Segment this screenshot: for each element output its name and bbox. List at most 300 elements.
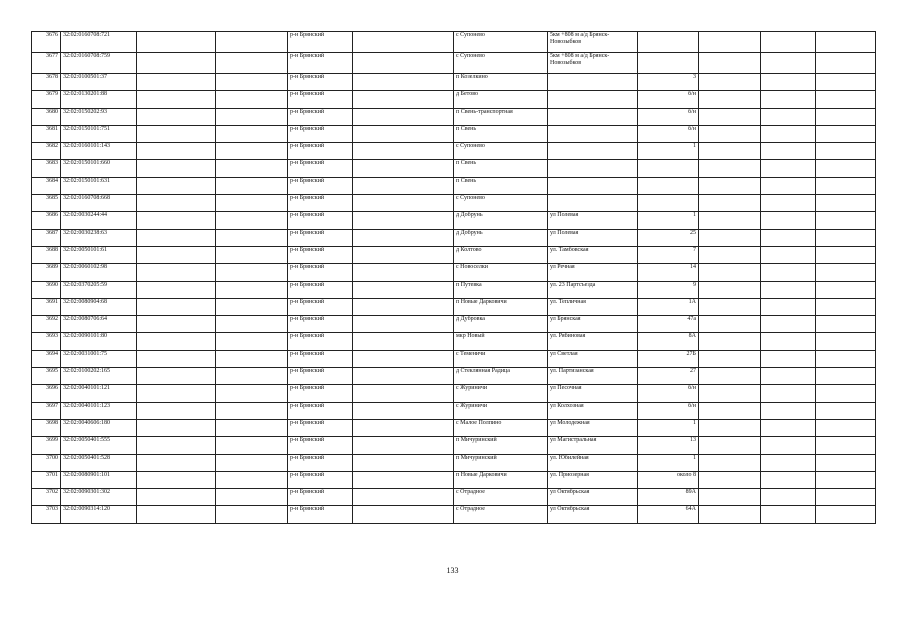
house-number-cell: 7 bbox=[638, 246, 699, 263]
empty-cell bbox=[216, 471, 288, 488]
empty-cell bbox=[353, 74, 454, 91]
empty-cell bbox=[353, 316, 454, 333]
empty-cell bbox=[353, 298, 454, 315]
empty-cell bbox=[761, 143, 816, 160]
empty-cell bbox=[137, 195, 216, 212]
street-cell: ул Полевая bbox=[548, 229, 638, 246]
row-number-cell: 3696 bbox=[32, 385, 61, 402]
row-number-cell: 3700 bbox=[32, 454, 61, 471]
empty-cell bbox=[137, 91, 216, 108]
empty-cell bbox=[353, 246, 454, 263]
empty-cell bbox=[761, 316, 816, 333]
house-number-cell: 13 bbox=[638, 437, 699, 454]
empty-cell bbox=[216, 246, 288, 263]
street-cell: ул Октябрьская bbox=[548, 506, 638, 523]
empty-cell bbox=[761, 108, 816, 125]
empty-cell bbox=[761, 333, 816, 350]
empty-cell bbox=[699, 143, 761, 160]
empty-cell bbox=[137, 143, 216, 160]
cadastral-number-cell: 32:02:0370205:59 bbox=[61, 281, 137, 298]
empty-cell bbox=[816, 177, 876, 194]
empty-cell bbox=[216, 437, 288, 454]
house-number-cell: б/н bbox=[638, 108, 699, 125]
locality-cell: с Супонево bbox=[454, 195, 548, 212]
house-number-cell bbox=[638, 32, 699, 53]
cadastral-number-cell: 32:02:0160708:721 bbox=[61, 32, 137, 53]
empty-cell bbox=[699, 281, 761, 298]
district-cell: р-н Брянский bbox=[288, 160, 353, 177]
empty-cell bbox=[699, 489, 761, 506]
district-cell: р-н Брянский bbox=[288, 489, 353, 506]
empty-cell bbox=[761, 160, 816, 177]
cadastral-number-cell: 32:02:0050101:61 bbox=[61, 246, 137, 263]
district-cell: р-н Брянский bbox=[288, 53, 353, 74]
cadastral-number-cell: 32:02:0160708:759 bbox=[61, 53, 137, 74]
row-number-cell: 3676 bbox=[32, 32, 61, 53]
street-cell: 5км +808 м а/д Брянск-Новозыбков bbox=[548, 32, 638, 53]
empty-cell bbox=[699, 246, 761, 263]
empty-cell bbox=[816, 298, 876, 315]
locality-cell: п Свень-транспортная bbox=[454, 108, 548, 125]
house-number-cell: 1 bbox=[638, 419, 699, 436]
locality-cell: п Мичуринский bbox=[454, 454, 548, 471]
house-number-cell: 1 bbox=[638, 454, 699, 471]
district-cell: р-н Брянский bbox=[288, 333, 353, 350]
cadastral-number-cell: 32:02:0100501:37 bbox=[61, 74, 137, 91]
locality-cell: с Малое Полпино bbox=[454, 419, 548, 436]
empty-cell bbox=[216, 229, 288, 246]
empty-cell bbox=[816, 402, 876, 419]
empty-cell bbox=[353, 419, 454, 436]
district-cell: р-н Брянский bbox=[288, 385, 353, 402]
table-row bbox=[32, 212, 876, 229]
empty-cell bbox=[699, 298, 761, 315]
empty-cell bbox=[816, 74, 876, 91]
empty-cell bbox=[816, 368, 876, 385]
street-cell bbox=[548, 143, 638, 160]
empty-cell bbox=[216, 108, 288, 125]
table-row bbox=[32, 333, 876, 350]
row-number-cell: 3684 bbox=[32, 177, 61, 194]
cadastral-number-cell: 32:02:0150101:660 bbox=[61, 160, 137, 177]
empty-cell bbox=[761, 419, 816, 436]
district-cell: р-н Брянский bbox=[288, 108, 353, 125]
district-cell: р-н Брянский bbox=[288, 281, 353, 298]
district-cell: р-н Брянский bbox=[288, 177, 353, 194]
empty-cell bbox=[216, 195, 288, 212]
row-number-cell: 3683 bbox=[32, 160, 61, 177]
table-row bbox=[32, 53, 876, 74]
table-row bbox=[32, 32, 876, 53]
table-row bbox=[32, 350, 876, 367]
empty-cell bbox=[761, 246, 816, 263]
district-cell: р-н Брянский bbox=[288, 298, 353, 315]
empty-cell bbox=[137, 402, 216, 419]
empty-cell bbox=[761, 298, 816, 315]
empty-cell bbox=[699, 419, 761, 436]
house-number-cell bbox=[638, 53, 699, 74]
row-number-cell: 3702 bbox=[32, 489, 61, 506]
empty-cell bbox=[353, 195, 454, 212]
locality-cell: д Добрунь bbox=[454, 229, 548, 246]
house-number-cell: 89А bbox=[638, 489, 699, 506]
empty-cell bbox=[353, 125, 454, 142]
register-table bbox=[31, 31, 876, 524]
empty-cell bbox=[216, 212, 288, 229]
street-cell: ул. Тамбовская bbox=[548, 246, 638, 263]
table-row bbox=[32, 143, 876, 160]
street-cell: ул. Юбилейная bbox=[548, 454, 638, 471]
empty-cell bbox=[816, 91, 876, 108]
empty-cell bbox=[699, 91, 761, 108]
empty-cell bbox=[699, 316, 761, 333]
locality-cell: д Бетово bbox=[454, 91, 548, 108]
empty-cell bbox=[353, 506, 454, 523]
empty-cell bbox=[699, 506, 761, 523]
street-cell: ул Полевая bbox=[548, 212, 638, 229]
empty-cell bbox=[699, 437, 761, 454]
empty-cell bbox=[699, 32, 761, 53]
empty-cell bbox=[699, 350, 761, 367]
row-number-cell: 3689 bbox=[32, 264, 61, 281]
empty-cell bbox=[816, 333, 876, 350]
cadastral-number-cell: 32:02:0160708:668 bbox=[61, 195, 137, 212]
district-cell: р-н Брянский bbox=[288, 368, 353, 385]
empty-cell bbox=[816, 385, 876, 402]
empty-cell bbox=[137, 385, 216, 402]
empty-cell bbox=[816, 53, 876, 74]
empty-cell bbox=[699, 53, 761, 74]
empty-cell bbox=[699, 108, 761, 125]
empty-cell bbox=[353, 402, 454, 419]
empty-cell bbox=[699, 402, 761, 419]
table-row bbox=[32, 437, 876, 454]
empty-cell bbox=[353, 53, 454, 74]
empty-cell bbox=[216, 368, 288, 385]
house-number-cell: 27 bbox=[638, 368, 699, 385]
street-cell bbox=[548, 91, 638, 108]
row-number-cell: 3694 bbox=[32, 350, 61, 367]
empty-cell bbox=[137, 177, 216, 194]
cadastral-number-cell: 32:02:0090301:302 bbox=[61, 489, 137, 506]
empty-cell bbox=[761, 437, 816, 454]
empty-cell bbox=[816, 246, 876, 263]
empty-cell bbox=[761, 177, 816, 194]
district-cell: р-н Брянский bbox=[288, 402, 353, 419]
street-cell: 5км +808 м а/д Брянск-Новозыбков bbox=[548, 53, 638, 74]
table-row bbox=[32, 108, 876, 125]
empty-cell bbox=[216, 298, 288, 315]
house-number-cell: 3 bbox=[638, 74, 699, 91]
table-row bbox=[32, 91, 876, 108]
district-cell: р-н Брянский bbox=[288, 419, 353, 436]
empty-cell bbox=[699, 264, 761, 281]
row-number-cell: 3678 bbox=[32, 74, 61, 91]
district-cell: р-н Брянский bbox=[288, 229, 353, 246]
empty-cell bbox=[353, 333, 454, 350]
empty-cell bbox=[137, 108, 216, 125]
district-cell: р-н Брянский bbox=[288, 350, 353, 367]
empty-cell bbox=[761, 125, 816, 142]
empty-cell bbox=[137, 333, 216, 350]
locality-cell: д Дубровка bbox=[454, 316, 548, 333]
table-row bbox=[32, 160, 876, 177]
locality-cell: д Колтово bbox=[454, 246, 548, 263]
table-row bbox=[32, 506, 876, 523]
empty-cell bbox=[137, 160, 216, 177]
row-number-cell: 3686 bbox=[32, 212, 61, 229]
street-cell: ул. Партизанская bbox=[548, 368, 638, 385]
locality-cell: д Добрунь bbox=[454, 212, 548, 229]
empty-cell bbox=[761, 506, 816, 523]
empty-cell bbox=[353, 350, 454, 367]
street-cell: ул. Рябиновая bbox=[548, 333, 638, 350]
empty-cell bbox=[816, 32, 876, 53]
empty-cell bbox=[216, 333, 288, 350]
cadastral-number-cell: 32:02:0050401:555 bbox=[61, 437, 137, 454]
row-number-cell: 3701 bbox=[32, 471, 61, 488]
empty-cell bbox=[699, 333, 761, 350]
empty-cell bbox=[216, 316, 288, 333]
empty-cell bbox=[216, 350, 288, 367]
empty-cell bbox=[699, 471, 761, 488]
empty-cell bbox=[137, 419, 216, 436]
street-cell: ул. 23 Партсъезда bbox=[548, 281, 638, 298]
house-number-cell bbox=[638, 195, 699, 212]
row-number-cell: 3703 bbox=[32, 506, 61, 523]
empty-cell bbox=[816, 471, 876, 488]
row-number-cell: 3698 bbox=[32, 419, 61, 436]
table-body bbox=[32, 32, 876, 524]
district-cell: р-н Брянский bbox=[288, 32, 353, 53]
empty-cell bbox=[816, 454, 876, 471]
cadastral-number-cell: 32:02:0150101:631 bbox=[61, 177, 137, 194]
empty-cell bbox=[816, 419, 876, 436]
empty-cell bbox=[761, 74, 816, 91]
empty-cell bbox=[761, 471, 816, 488]
cadastral-number-cell: 32:02:0080706:64 bbox=[61, 316, 137, 333]
row-number-cell: 3679 bbox=[32, 91, 61, 108]
empty-cell bbox=[761, 32, 816, 53]
district-cell: р-н Брянский bbox=[288, 91, 353, 108]
empty-cell bbox=[761, 281, 816, 298]
table-row bbox=[32, 402, 876, 419]
house-number-cell: б/н bbox=[638, 385, 699, 402]
street-cell bbox=[548, 195, 638, 212]
empty-cell bbox=[816, 229, 876, 246]
table-row bbox=[32, 125, 876, 142]
empty-cell bbox=[353, 454, 454, 471]
row-number-cell: 3681 bbox=[32, 125, 61, 142]
empty-cell bbox=[353, 264, 454, 281]
locality-cell: с Супонево bbox=[454, 143, 548, 160]
table-row bbox=[32, 177, 876, 194]
table-row bbox=[32, 281, 876, 298]
cadastral-number-cell: 32:02:0150202:93 bbox=[61, 108, 137, 125]
table-row bbox=[32, 264, 876, 281]
empty-cell bbox=[761, 350, 816, 367]
empty-cell bbox=[353, 108, 454, 125]
empty-cell bbox=[216, 264, 288, 281]
cadastral-number-cell: 32:02:0160101:143 bbox=[61, 143, 137, 160]
empty-cell bbox=[761, 402, 816, 419]
empty-cell bbox=[699, 212, 761, 229]
locality-cell: с Журиничи bbox=[454, 385, 548, 402]
row-number-cell: 3693 bbox=[32, 333, 61, 350]
cadastral-number-cell: 32:02:0100202:165 bbox=[61, 368, 137, 385]
empty-cell bbox=[816, 143, 876, 160]
empty-cell bbox=[137, 229, 216, 246]
district-cell: р-н Брянский bbox=[288, 143, 353, 160]
empty-cell bbox=[353, 229, 454, 246]
empty-cell bbox=[761, 385, 816, 402]
locality-cell: п Новые Дарковичи bbox=[454, 471, 548, 488]
district-cell: р-н Брянский bbox=[288, 506, 353, 523]
locality-cell: п Новые Дарковичи bbox=[454, 298, 548, 315]
cadastral-number-cell: 32:02:0090101:80 bbox=[61, 333, 137, 350]
house-number-cell: б/н bbox=[638, 402, 699, 419]
row-number-cell: 3691 bbox=[32, 298, 61, 315]
empty-cell bbox=[137, 454, 216, 471]
house-number-cell: 9 bbox=[638, 281, 699, 298]
street-cell: ул. Тепличная bbox=[548, 298, 638, 315]
empty-cell bbox=[216, 489, 288, 506]
empty-cell bbox=[699, 229, 761, 246]
empty-cell bbox=[699, 125, 761, 142]
empty-cell bbox=[137, 350, 216, 367]
cadastral-number-cell: 32:02:0030238:63 bbox=[61, 229, 137, 246]
locality-cell: с Отрадное bbox=[454, 489, 548, 506]
table-row bbox=[32, 471, 876, 488]
empty-cell bbox=[761, 264, 816, 281]
empty-cell bbox=[137, 32, 216, 53]
house-number-cell: 25 bbox=[638, 229, 699, 246]
street-cell: ул Колхозная bbox=[548, 402, 638, 419]
row-number-cell: 3687 bbox=[32, 229, 61, 246]
street-cell: ул Октябрьская bbox=[548, 489, 638, 506]
house-number-cell: около 8 bbox=[638, 471, 699, 488]
empty-cell bbox=[816, 316, 876, 333]
locality-cell: п Козелкино bbox=[454, 74, 548, 91]
table-row bbox=[32, 195, 876, 212]
empty-cell bbox=[353, 143, 454, 160]
locality-cell: п Свень bbox=[454, 177, 548, 194]
house-number-cell: б/н bbox=[638, 91, 699, 108]
row-number-cell: 3690 bbox=[32, 281, 61, 298]
empty-cell bbox=[699, 74, 761, 91]
table-row bbox=[32, 246, 876, 263]
empty-cell bbox=[761, 368, 816, 385]
empty-cell bbox=[816, 350, 876, 367]
empty-cell bbox=[216, 281, 288, 298]
row-number-cell: 3692 bbox=[32, 316, 61, 333]
street-cell bbox=[548, 125, 638, 142]
empty-cell bbox=[699, 195, 761, 212]
table-row bbox=[32, 298, 876, 315]
locality-cell: с Журиничи bbox=[454, 402, 548, 419]
empty-cell bbox=[699, 368, 761, 385]
cadastral-number-cell: 32:02:0040101:123 bbox=[61, 402, 137, 419]
empty-cell bbox=[353, 160, 454, 177]
house-number-cell: 1А bbox=[638, 298, 699, 315]
empty-cell bbox=[816, 437, 876, 454]
row-number-cell: 3688 bbox=[32, 246, 61, 263]
empty-cell bbox=[699, 177, 761, 194]
empty-cell bbox=[816, 160, 876, 177]
empty-cell bbox=[216, 160, 288, 177]
district-cell: р-н Брянский bbox=[288, 125, 353, 142]
street-cell: ул Молодежная bbox=[548, 419, 638, 436]
house-number-cell: 27Б bbox=[638, 350, 699, 367]
house-number-cell bbox=[638, 177, 699, 194]
district-cell: р-н Брянский bbox=[288, 471, 353, 488]
locality-cell: мкр Новый bbox=[454, 333, 548, 350]
empty-cell bbox=[137, 298, 216, 315]
house-number-cell: 1 bbox=[638, 212, 699, 229]
empty-cell bbox=[353, 489, 454, 506]
empty-cell bbox=[216, 402, 288, 419]
house-number-cell bbox=[638, 160, 699, 177]
empty-cell bbox=[816, 108, 876, 125]
empty-cell bbox=[353, 471, 454, 488]
empty-cell bbox=[137, 264, 216, 281]
empty-cell bbox=[761, 91, 816, 108]
street-cell: ул Речная bbox=[548, 264, 638, 281]
table-row bbox=[32, 74, 876, 91]
empty-cell bbox=[761, 454, 816, 471]
empty-cell bbox=[216, 385, 288, 402]
locality-cell: п Путевка bbox=[454, 281, 548, 298]
empty-cell bbox=[353, 91, 454, 108]
empty-cell bbox=[816, 489, 876, 506]
cadastral-number-cell: 32:02:0050401:528 bbox=[61, 454, 137, 471]
table-row bbox=[32, 489, 876, 506]
cadastral-number-cell: 32:02:0031001:75 bbox=[61, 350, 137, 367]
empty-cell bbox=[137, 316, 216, 333]
locality-cell: д Стеклянная Радица bbox=[454, 368, 548, 385]
locality-cell: с Отрадное bbox=[454, 506, 548, 523]
district-cell: р-н Брянский bbox=[288, 437, 353, 454]
house-number-cell: б/н bbox=[638, 125, 699, 142]
empty-cell bbox=[137, 212, 216, 229]
locality-cell: с Новоселки bbox=[454, 264, 548, 281]
empty-cell bbox=[816, 125, 876, 142]
row-number-cell: 3680 bbox=[32, 108, 61, 125]
empty-cell bbox=[761, 489, 816, 506]
table-row bbox=[32, 316, 876, 333]
house-number-cell: 64А bbox=[638, 506, 699, 523]
district-cell: р-н Брянский bbox=[288, 264, 353, 281]
cadastral-number-cell: 32:02:0030244:44 bbox=[61, 212, 137, 229]
empty-cell bbox=[137, 368, 216, 385]
empty-cell bbox=[216, 74, 288, 91]
empty-cell bbox=[816, 212, 876, 229]
street-cell bbox=[548, 108, 638, 125]
empty-cell bbox=[216, 454, 288, 471]
street-cell bbox=[548, 160, 638, 177]
empty-cell bbox=[353, 281, 454, 298]
street-cell bbox=[548, 177, 638, 194]
street-cell bbox=[548, 74, 638, 91]
empty-cell bbox=[137, 125, 216, 142]
empty-cell bbox=[816, 195, 876, 212]
empty-cell bbox=[216, 53, 288, 74]
locality-cell: с Супонево bbox=[454, 32, 548, 53]
row-number-cell: 3682 bbox=[32, 143, 61, 160]
empty-cell bbox=[137, 281, 216, 298]
house-number-cell: 47а bbox=[638, 316, 699, 333]
locality-cell: п Мичуринский bbox=[454, 437, 548, 454]
